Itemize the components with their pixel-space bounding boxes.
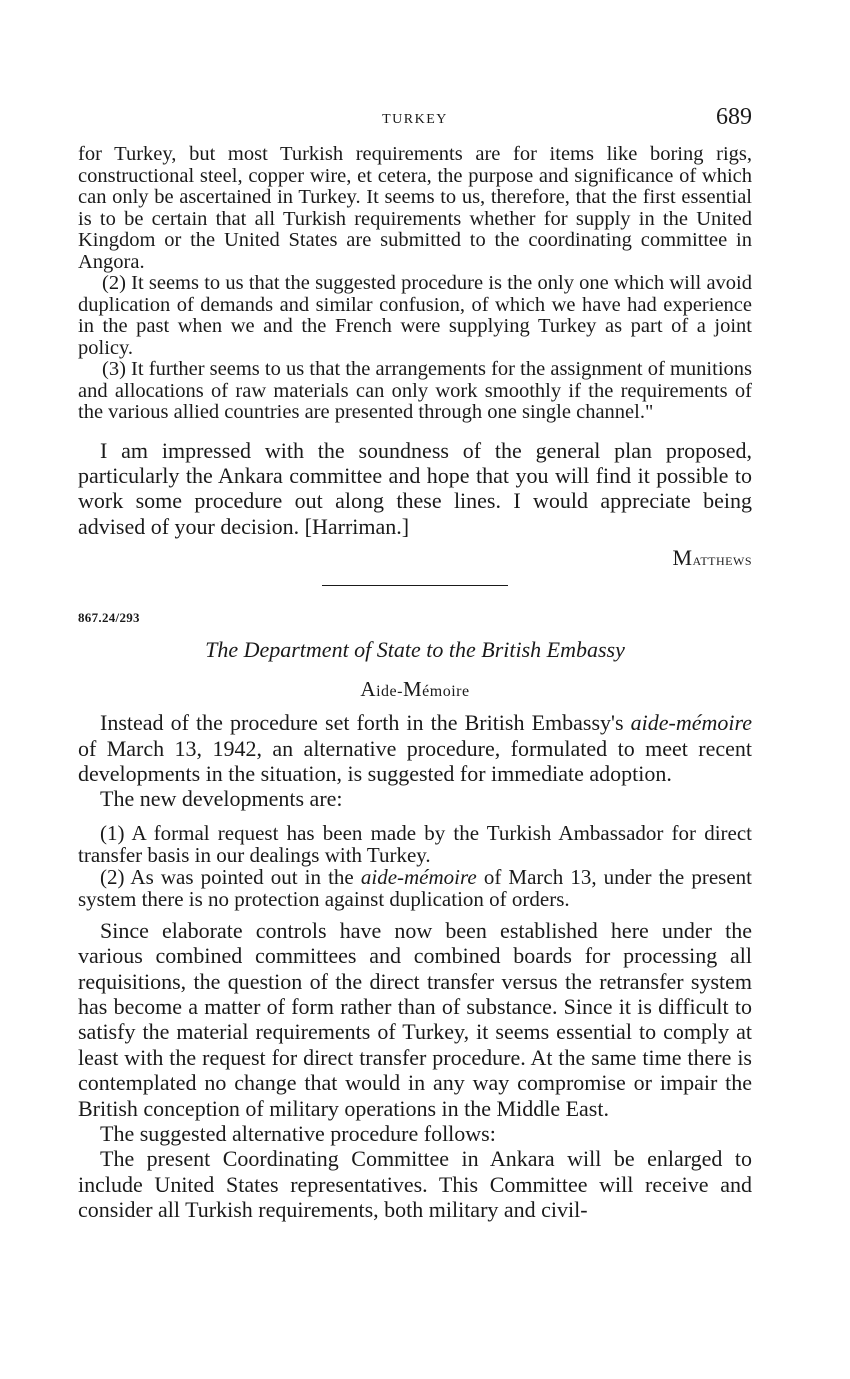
telegram-paragraph: I am impressed with the soundness of the general plan proposed, particularly the Ankara committee and hope that you will find it possible to work some procedure out along these lines. I would appreciate being advised of your decision. [Harriman.]	[78, 437, 752, 539]
quoted-text	[78, 144, 752, 424]
development-item-2-italic: aide-mémoire	[360, 864, 477, 889]
memo-heading-rest-2: émoire	[422, 683, 470, 701]
memo-body-top	[78, 710, 752, 812]
memo-heading-initial-1: A	[360, 677, 377, 702]
quote-paragraph-3: (3) It further seems to us that the arrangements for the assignment of munitions and allocations of raw materials can only work smoothly if the requirements of the various allied countries are presented through one single channel."	[78, 358, 752, 423]
developments-list	[78, 822, 752, 910]
telegram-body	[78, 438, 752, 540]
development-item-1: (1) A formal request has been made by the Turkish Ambassador for direct transfer basis in our dealings with Turkey.	[78, 820, 752, 867]
signature-initial: M	[672, 545, 693, 571]
development-item-2	[78, 866, 752, 910]
document-title: The Department of State to the British Embassy	[205, 637, 625, 663]
memo-paragraph-2: The new developments are:	[100, 786, 343, 812]
memo-heading-rest-1: ide-	[376, 683, 403, 701]
quote-paragraph-1: for Turkey, but most Turkish requirements are for items like boring rigs, constructional steel, copper wire, et cetera, the purpose and significance of which can only be ascertained in Turkey. It seems to us, therefore, that the first essential is to be certain that all Turkish requirements whether for supply in the United Kingdom or the United States are submitted to the coordinating committee in Angora.	[78, 143, 752, 273]
memo-paragraph-1	[78, 710, 752, 786]
section-divider	[322, 585, 508, 586]
file-reference: 867.24/293	[78, 610, 140, 626]
memo-body-bottom	[78, 918, 752, 1223]
memo-heading	[78, 677, 752, 702]
memo-paragraph-1-italic: aide-mémoire	[630, 710, 752, 736]
development-item-2-part1: (2) As was pointed out in the	[100, 864, 361, 889]
memo-heading-initial-2: M	[402, 677, 423, 702]
quote-paragraph-2: (2) It seems to us that the suggested procedure is the only one which will avoid duplication of demands and similar confusion, of which we have had experience in the past when we and the French were supplying Turkey as part of a joint policy.	[78, 272, 752, 359]
running-head: TURKEY	[382, 112, 448, 127]
memo-paragraph-4: The suggested alternative procedure follows:	[100, 1121, 496, 1146]
memo-paragraph-3: Since elaborate controls have now been established here under the various combined committees and combined boards for processing all requisitions, the question of the direct transfer versus the retransfer system has become a matter of form rather than of substance. Since it is difficult to satisfy the material requirements of Turkey, it seems essential to comply at least with the request for direct transfer procedure. At the same time there is contemplated no change that would in any way compromise or impair the British conception of military operations in the Middle East.	[78, 917, 752, 1121]
memo-paragraph-5: The present Coordinating Committee in Ankara will be enlarged to include United States representatives. This Committee will receive and consider all Turkish requirements, both military and civil-	[78, 1146, 752, 1223]
memo-paragraph-1-part1: Instead of the procedure set forth in the British Embassy's	[100, 710, 631, 736]
signature	[78, 545, 752, 571]
page-number: 689	[716, 104, 752, 130]
development-item-2-part2: of March 13, under the present system there is no protection against duplication of orders.	[78, 864, 752, 911]
page-header	[78, 104, 752, 144]
document-page	[78, 104, 752, 1223]
memo-paragraph-1-part2: of March 13, 1942, an alternative procedure, formulated to meet recent developments in the situation, is suggested for immediate adoption.	[78, 735, 752, 786]
signature-rest: atthews	[692, 550, 752, 570]
